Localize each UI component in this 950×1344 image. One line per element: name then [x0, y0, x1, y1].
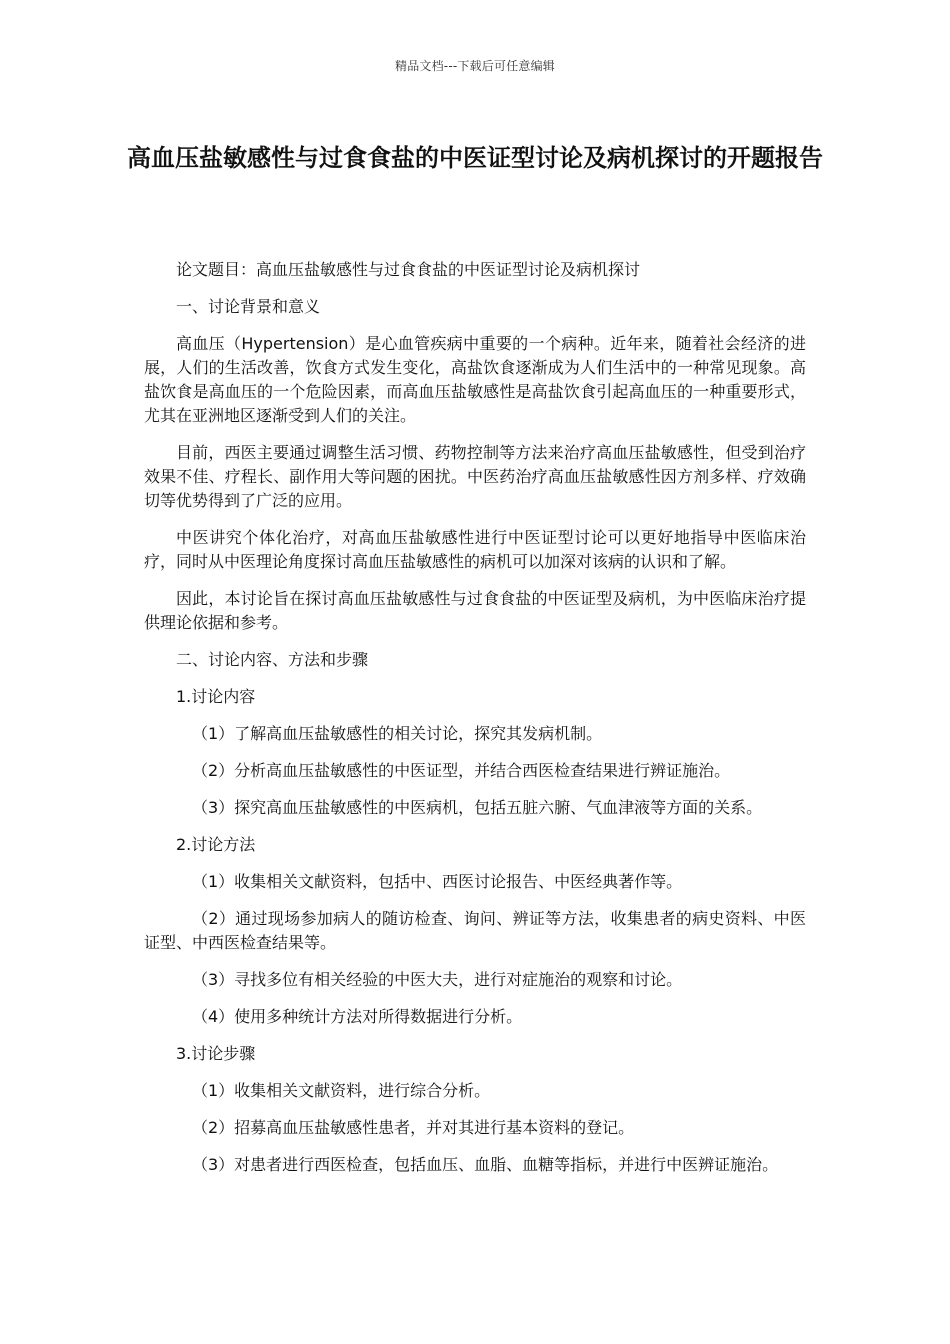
content-item-3: （3）探究高血压盐敏感性的中医病机，包括五脏六腑、气血津液等方面的关系。 — [192, 798, 763, 817]
content-item-1: （1）了解高血压盐敏感性的相关讨论，探究其发病机制。 — [192, 724, 603, 743]
paper-topic-line: 论文题目：高血压盐敏感性与过食食盐的中医证型讨论及病机探讨 — [176, 260, 641, 279]
content-item-2: （2）分析高血压盐敏感性的中医证型，并结合西医检查结果进行辨证施治。 — [192, 761, 731, 780]
header-note: 精品文档---下载后可任意编辑 — [395, 59, 555, 73]
paragraph-hypertension-intro: 高血压（Hypertension）是心血管疾病中重要的一个病种。近年来，随着社会经济的进展，人们的生活改善，饮食方式发生变化，高盐饮食逐渐成为人们生活中的一种常见现象。高盐饮食是高血压的一个危险因素，而高血压盐敏感性是高盐饮食引起高血压的一种重要形式，尤其在亚洲地区逐渐受到人们的关注。 — [144, 334, 806, 425]
section-heading-background: 一、讨论背景和意义 — [176, 297, 321, 316]
subheading-methods: 2.讨论方法 — [176, 835, 256, 854]
subheading-steps: 3.讨论步骤 — [176, 1044, 256, 1063]
section-heading-content-methods: 二、讨论内容、方法和步骤 — [176, 650, 369, 669]
subheading-content: 1.讨论内容 — [176, 687, 256, 706]
document-title: 高血压盐敏感性与过食食盐的中医证型讨论及病机探讨的开题报告 — [127, 144, 823, 172]
paragraph-western-treatment: 目前，西医主要通过调整生活习惯、药物控制等方法来治疗高血压盐敏感性，但受到治疗效果不佳、疗程长、副作用大等问题的困扰。中医药治疗高血压盐敏感性因方剂多样、疗效确切等优势得到了广泛的应用。 — [144, 443, 806, 510]
method-item-2: （2）通过现场参加病人的随访检查、询问、辨证等方法，收集患者的病史资料、中医证型、中西医检查结果等。 — [144, 909, 806, 952]
paragraph-study-aim: 因此，本讨论旨在探讨高血压盐敏感性与过食食盐的中医证型及病机，为中医临床治疗提供理论依据和参考。 — [144, 589, 806, 632]
paragraph-tcm-individualized: 中医讲究个体化治疗，对高血压盐敏感性进行中医证型讨论可以更好地指导中医临床治疗，同时从中医理论角度探讨高血压盐敏感性的病机可以加深对该病的认识和了解。 — [144, 528, 806, 571]
method-item-1: （1）收集相关文献资料，包括中、西医讨论报告、中医经典著作等。 — [192, 872, 683, 891]
method-item-4: （4）使用多种统计方法对所得数据进行分析。 — [192, 1007, 523, 1026]
step-item-1: （1）收集相关文献资料，进行综合分析。 — [192, 1081, 491, 1100]
step-item-2: （2）招募高血压盐敏感性患者，并对其进行基本资料的登记。 — [192, 1118, 635, 1137]
document-body — [144, 258, 806, 1190]
step-item-3: （3）对患者进行西医检查，包括血压、血脂、血糖等指标，并进行中医辨证施治。 — [192, 1155, 779, 1174]
method-item-3: （3）寻找多位有相关经验的中医大夫，进行对症施治的观察和讨论。 — [192, 970, 683, 989]
